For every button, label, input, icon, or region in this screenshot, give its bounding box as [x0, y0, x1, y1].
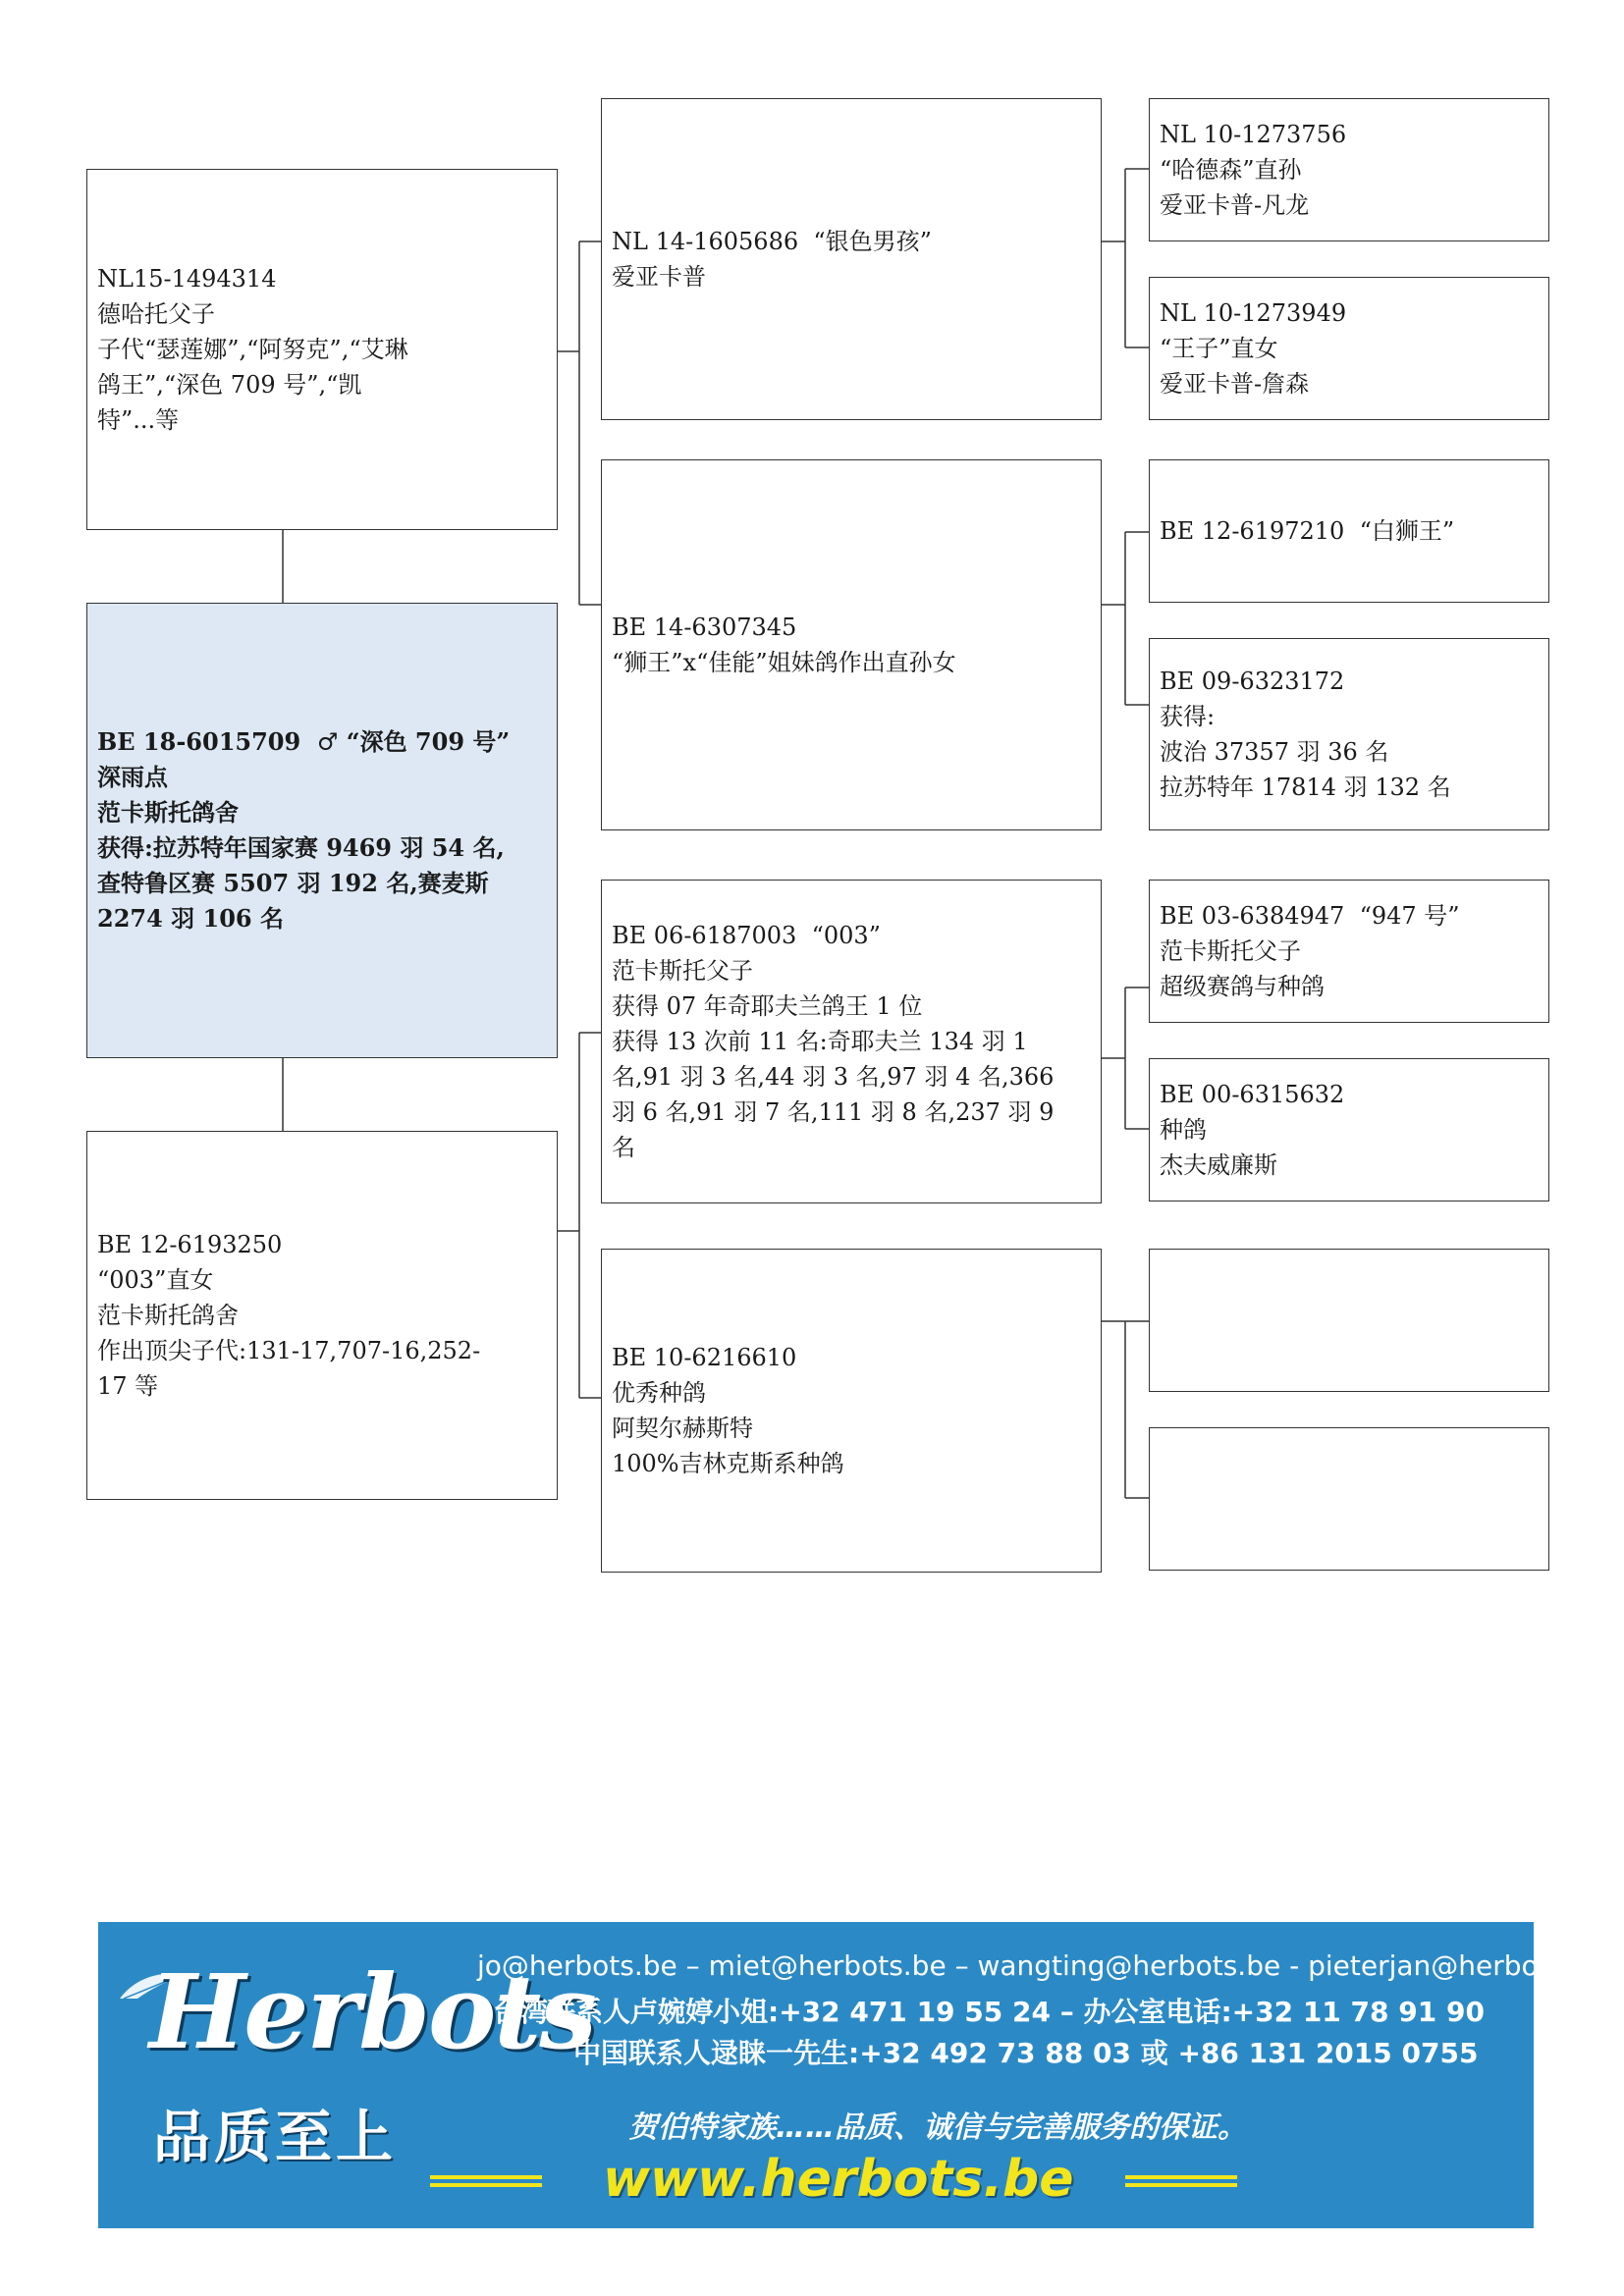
dam-box — [86, 1131, 558, 1500]
ds-dam-line: 杰夫威廉斯 — [1160, 1151, 1277, 1179]
sire-dam-line: “狮王”x“佳能”姐妹鸽作出直孙女 — [612, 649, 956, 676]
ss-dam-box — [1149, 277, 1549, 420]
sire-line: 鸽王”,“深色 709 号”,“凯 — [97, 371, 362, 399]
footer-banner — [98, 1922, 1607, 2228]
china-contact: 中国联系人逯睐一先生:+32 492 73 88 03 或 +86 131 2015 0755 — [573, 2037, 1479, 2069]
ss-sire-line: 爱亚卡普-凡龙 — [1160, 191, 1310, 219]
left-rule-divider — [430, 2175, 542, 2179]
ds-sire-line: BE 03-6384947 “947 号” — [1160, 902, 1460, 930]
ss-dam-line: “王子”直女 — [1160, 335, 1278, 362]
sire-sire-box — [601, 98, 1102, 420]
subject-box — [86, 603, 558, 1058]
dam-sire-line: 名 — [612, 1134, 635, 1161]
ds-sire-box — [1149, 880, 1549, 1023]
email-contacts[interactable]: jo@herbots.be – miet@herbots.be – wangting@herbots.be - pieterjan@herbots.be — [477, 1949, 1607, 1982]
sire-dam-box — [601, 459, 1102, 830]
sd-dam-line: 获得: — [1160, 703, 1216, 730]
sire-dam-line: BE 14-6307345 — [612, 614, 797, 641]
dam-dam-line: BE 10-6216610 — [612, 1344, 797, 1371]
ss-sire-box — [1149, 98, 1549, 241]
ds-dam-line: BE 00-6315632 — [1160, 1081, 1345, 1108]
subject-line: 查特鲁区赛 5507 羽 192 名,赛麦斯 — [97, 869, 489, 897]
right-rule-divider — [1125, 2175, 1237, 2179]
tagline: 贺伯特家族……品质、诚信与完善服务的保证。 — [628, 2110, 1247, 2145]
dam-line: 作出顶尖子代:131-17,707-16,252- — [97, 1337, 481, 1364]
sd-dam-box — [1149, 638, 1549, 830]
sd-sire-line: BE 12-6197210 “白狮王” — [1160, 517, 1455, 545]
dam-sire-box — [601, 880, 1102, 1203]
ds-dam-line: 种鸽 — [1160, 1116, 1207, 1144]
dam-dam-box — [601, 1249, 1102, 1573]
ss-dam-line: 爱亚卡普-詹森 — [1160, 370, 1310, 398]
dam-sire-line: 获得 13 次前 11 名:奇耶夫兰 134 羽 1 — [612, 1028, 1028, 1055]
subject-line: 深雨点 — [97, 763, 168, 791]
dam-sire-line: BE 06-6187003 “003” — [612, 922, 881, 949]
slogan: 品质至上 — [153, 2104, 398, 2170]
sire-line: NL15-1494314 — [97, 265, 277, 293]
dd-sire-box — [1149, 1249, 1549, 1392]
sire-line: 德哈托父子 — [97, 300, 215, 328]
subject-line: 2274 羽 106 名 — [97, 904, 284, 933]
sd-dam-line: BE 09-6323172 — [1160, 667, 1345, 695]
dam-sire-line: 名,91 羽 3 名,44 羽 3 名,97 羽 4 名,366 — [612, 1063, 1055, 1091]
dam-dam-line: 100%吉林克斯系种鸽 — [612, 1450, 844, 1477]
ss-dam-line: NL 10-1273949 — [1160, 299, 1347, 327]
sire-line: 特”...等 — [97, 406, 180, 434]
ss-sire-line: NL 10-1273756 — [1160, 121, 1347, 148]
sd-dam-line: 拉苏特年 17814 羽 132 名 — [1160, 774, 1451, 801]
herbots-logo: Herbots — [149, 1951, 595, 2072]
dd-dam-box — [1149, 1427, 1549, 1571]
ds-sire-line: 超级赛鸽与种鸽 — [1160, 973, 1325, 1000]
dam-line: BE 12-6193250 — [97, 1231, 283, 1258]
sire-sire-line: NL 14-1605686 “银色男孩” — [612, 228, 932, 255]
ds-dam-box — [1149, 1058, 1549, 1201]
sd-sire-box — [1149, 459, 1549, 603]
sire-box — [86, 169, 558, 530]
sire-sire-line: 爱亚卡普 — [612, 263, 706, 291]
dam-line: 范卡斯托鸽舍 — [97, 1302, 239, 1329]
ss-sire-line: “哈德森”直孙 — [1160, 156, 1302, 184]
dam-dam-line: 优秀种鸽 — [612, 1379, 706, 1407]
website-link[interactable]: www.herbots.be — [603, 2150, 1074, 2209]
dam-dam-line: 阿契尔赫斯特 — [612, 1415, 753, 1442]
sire-line: 子代“瑟莲娜”,“阿努克”,“艾琳 — [97, 336, 408, 363]
subject-line: 获得:拉苏特年国家赛 9469 羽 54 名, — [97, 833, 505, 862]
ds-sire-line: 范卡斯托父子 — [1160, 937, 1301, 965]
dam-sire-line: 羽 6 名,91 羽 7 名,111 羽 8 名,237 羽 9 — [612, 1098, 1055, 1126]
subject-line: BE 18-6015709 ♂ “深色 709 号” — [97, 727, 511, 756]
dam-line: 17 等 — [97, 1372, 159, 1400]
taiwan-contact: 台湾联系人卢婉婷小姐:+32 471 19 55 24 – 办公室电话:+32 11 78 91 90 — [493, 1996, 1485, 2028]
dam-sire-line: 范卡斯托父子 — [612, 957, 753, 985]
subject-line: 范卡斯托鸽舍 — [97, 798, 239, 827]
dam-line: “003”直女 — [97, 1266, 214, 1294]
sd-dam-line: 波治 37357 羽 36 名 — [1160, 738, 1389, 766]
dam-sire-line: 获得 07 年奇耶夫兰鸽王 1 位 — [612, 992, 923, 1020]
